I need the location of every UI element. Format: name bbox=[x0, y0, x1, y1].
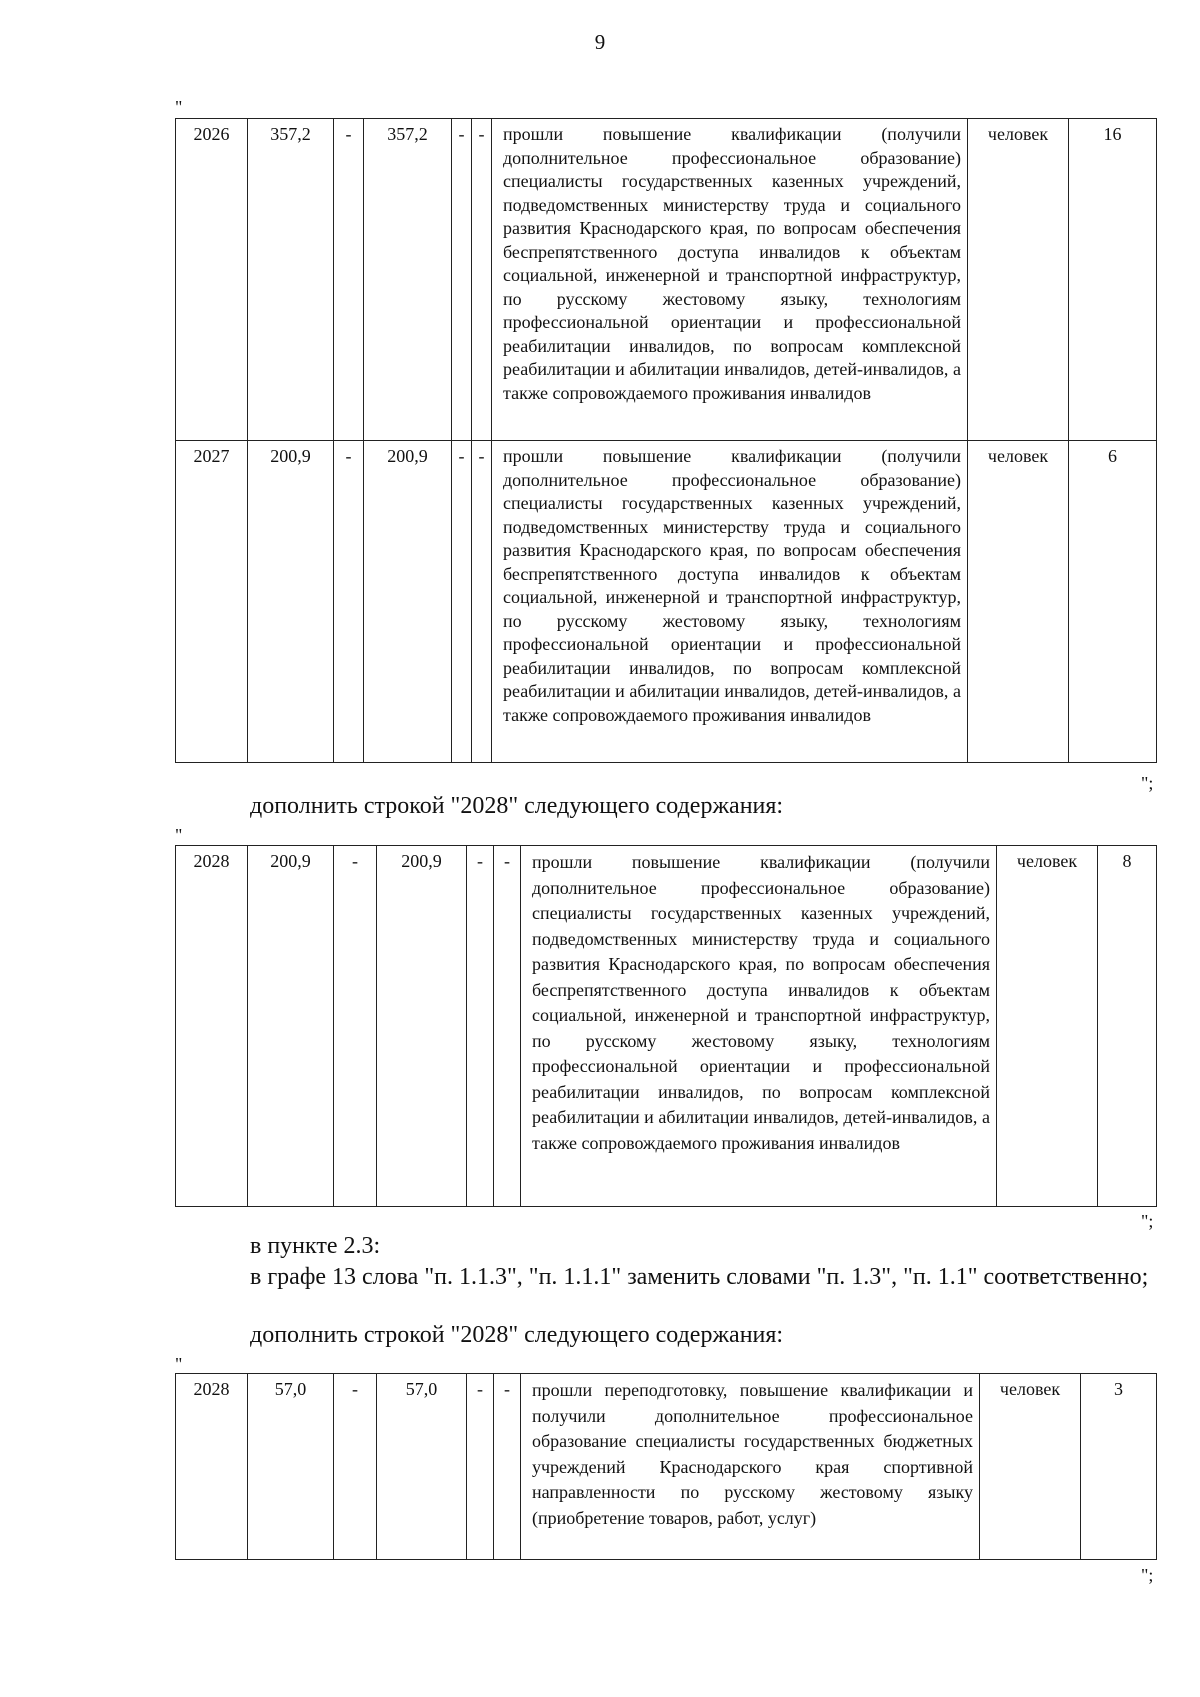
description-cell: прошли повышение квалификации (получили дополнительное профессиональное образование) специалисты государственных казенных учреждений, подведомственных министерству труда и социального развития Краснодарского края, по вопросам обеспечения беспрепятственного доступа инвалидов к объектам социальной, инженерной и транспортной инфраструктур, по русскому жестовому языку, технологиям профессиональной ориентации и профессиональной реабилитации инвалидов, по вопросам комплексной реабилитации и абилитации инвалидов, детей-инвалидов, а также сопровождаемого проживания инвалидов bbox=[492, 119, 968, 441]
count-cell: 3 bbox=[1081, 1374, 1157, 1560]
table-row bbox=[176, 1374, 1157, 1560]
description-cell: прошли повышение квалификации (получили дополнительное профессиональное образование) специалисты государственных казенных учреждений, подведомственных министерству труда и социального развития Краснодарского края, по вопросам обеспечения беспрепятственного доступа инвалидов к объектам социальной, инженерной и транспортной инфраструктур, по русскому жестовому языку, технологиям профессиональной ориентации и профессиональной реабилитации инвалидов, по вопросам комплексной реабилитации и абилитации инвалидов, детей-инвалидов, а также сопровождаемого проживания инвалидов bbox=[492, 441, 968, 763]
col-cell: 357,2 bbox=[364, 119, 452, 441]
col-cell: - bbox=[467, 846, 494, 1207]
col-cell: - bbox=[334, 846, 377, 1207]
paragraph-add-row-2: дополнить строкой "2028" следующего содержания: bbox=[250, 1322, 784, 1348]
description-cell: прошли повышение квалификации (получили дополнительное профессиональное образование) специалисты государственных казенных учреждений, подведомственных министерству труда и социального развития Краснодарского края, по вопросам обеспечения беспрепятственного доступа инвалидов к объектам социальной, инженерной и транспортной инфраструктур, по русскому жестовому языку, технологиям профессиональной ориентации и профессиональной реабилитации инвалидов, по вопросам комплексной реабилитации и абилитации инвалидов, детей-инвалидов, а также сопровождаемого проживания инвалидов bbox=[521, 846, 997, 1207]
year-cell: 2028 bbox=[176, 846, 248, 1207]
table-continuation bbox=[175, 118, 1157, 763]
col-cell: - bbox=[334, 119, 364, 441]
col-cell: - bbox=[494, 1374, 521, 1560]
col-cell: - bbox=[452, 119, 472, 441]
table-row bbox=[176, 846, 1157, 1207]
closing-mark-1: "; bbox=[1141, 773, 1154, 793]
year-cell: 2027 bbox=[176, 441, 248, 763]
count-cell: 8 bbox=[1098, 846, 1157, 1207]
count-cell: 6 bbox=[1069, 441, 1157, 763]
description-cell: прошли переподготовку, повышение квалификации и получили дополнительное профессиональное образование специалисты государственных бюджетных учреждений Краснодарского края спортивной направленности по русскому жестовому языку (приобретение товаров, работ, услуг) bbox=[521, 1374, 980, 1560]
total-cell: 200,9 bbox=[248, 441, 334, 763]
paragraph-column-13: в графе 13 слова "п. 1.1.3", "п. 1.1.1" заменить словами "п. 1.3", "п. 1.1" соответственно; bbox=[250, 1264, 1149, 1290]
paragraph-add-row-1: дополнить строкой "2028" следующего содержания: bbox=[250, 793, 784, 819]
page-number: 9 bbox=[594, 30, 606, 54]
col-cell: - bbox=[472, 119, 492, 441]
unit-cell: человек bbox=[968, 119, 1069, 441]
table-row bbox=[176, 119, 1157, 441]
open-quote-2: " bbox=[175, 825, 183, 845]
unit-cell: человек bbox=[968, 441, 1069, 763]
col-cell: - bbox=[472, 441, 492, 763]
col-cell: - bbox=[494, 846, 521, 1207]
count-cell: 16 bbox=[1069, 119, 1157, 441]
open-quote-1: " bbox=[175, 97, 183, 117]
col-cell: - bbox=[334, 441, 364, 763]
col-cell: 200,9 bbox=[377, 846, 467, 1207]
year-cell: 2028 bbox=[176, 1374, 248, 1560]
closing-mark-3: "; bbox=[1141, 1565, 1154, 1585]
total-cell: 57,0 bbox=[248, 1374, 334, 1560]
year-cell: 2026 bbox=[176, 119, 248, 441]
table-row-2028-b bbox=[175, 1373, 1157, 1560]
col-cell: 57,0 bbox=[377, 1374, 467, 1560]
col-cell: - bbox=[467, 1374, 494, 1560]
col-cell: - bbox=[452, 441, 472, 763]
open-quote-3: " bbox=[175, 1354, 183, 1374]
unit-cell: человек bbox=[997, 846, 1098, 1207]
unit-cell: человек bbox=[980, 1374, 1081, 1560]
col-cell: 200,9 bbox=[364, 441, 452, 763]
closing-mark-2: "; bbox=[1141, 1211, 1154, 1231]
col-cell: - bbox=[334, 1374, 377, 1560]
paragraph-clause-2-3: в пункте 2.3: bbox=[250, 1233, 381, 1259]
total-cell: 357,2 bbox=[248, 119, 334, 441]
total-cell: 200,9 bbox=[248, 846, 334, 1207]
table-row bbox=[176, 441, 1157, 763]
table-row-2028-a bbox=[175, 845, 1157, 1207]
